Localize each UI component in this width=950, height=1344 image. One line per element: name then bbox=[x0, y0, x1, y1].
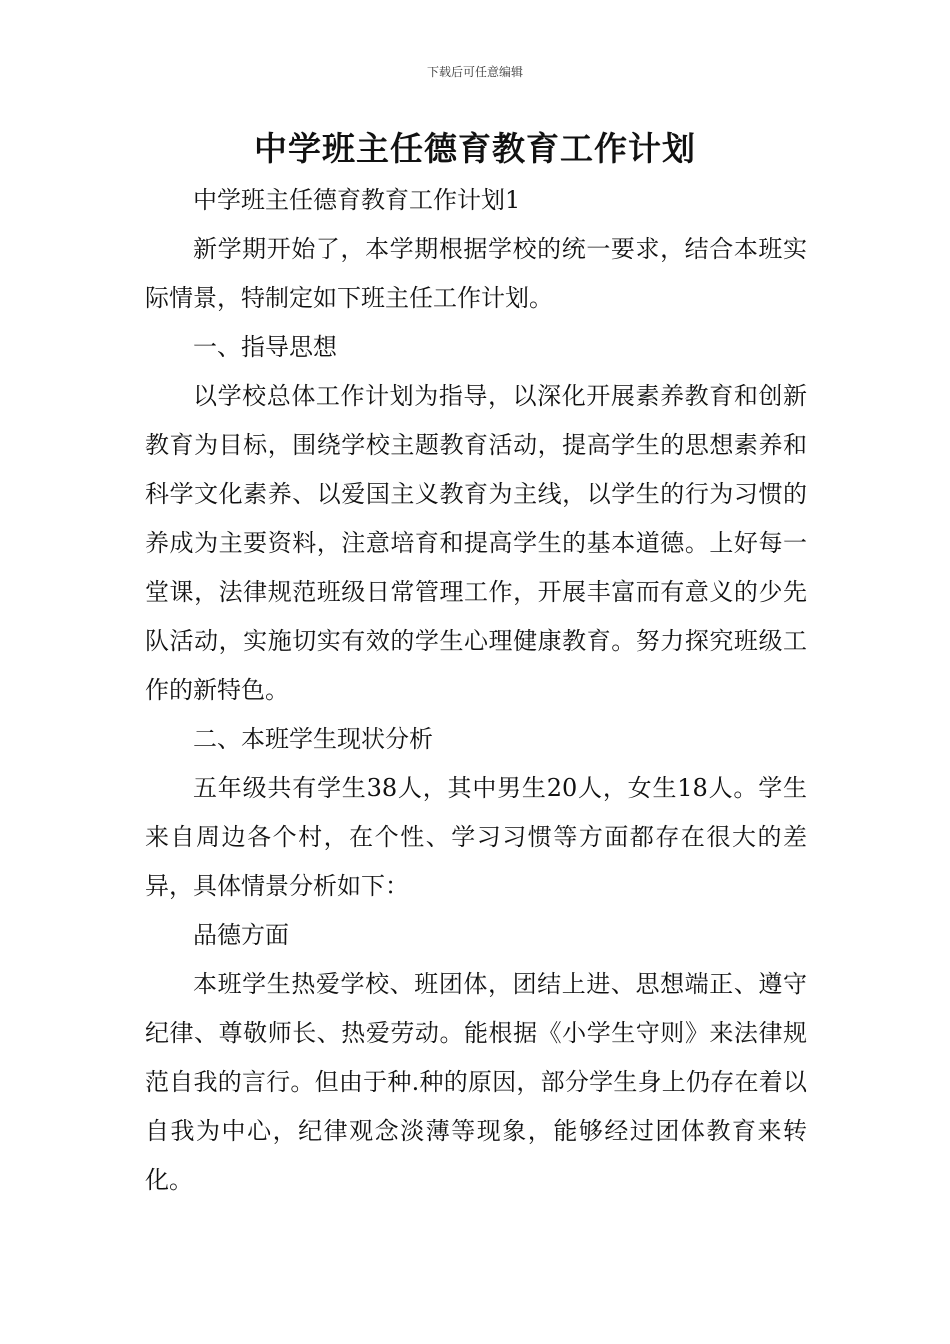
guiding-thought-paragraph: 以学校总体工作计划为指导，以深化开展素养教育和创新教育为目标，围绕学校主题教育活动，提高学生的思想素养和科学文化素养、以爱国主义教育为主线，以学生的行为习惯的养成为主要资料，注意培育和提高学生的基本道德。上好每一堂课，法律规范班级日常管理工作，开展丰富而有意义的少先队活动，实施切实有效的学生心理健康教育。努力探究班级工作的新特色。 bbox=[145, 382, 807, 704]
document-title: 中学班主任德育教育工作计划 bbox=[254, 129, 696, 168]
status-analysis-paragraph: 五年级共有学生38人，其中男生20人，女生18人。学生来自周边各个村，在个性、学习习惯等方面都存在很大的差异，具体情景分析如下： bbox=[145, 774, 807, 900]
subtitle-paragraph: 中学班主任德育教育工作计划1 bbox=[193, 186, 521, 214]
section-heading-guiding-thought: 一、指导思想 bbox=[193, 333, 337, 361]
section-heading-status-analysis: 二、本班学生现状分析 bbox=[193, 725, 433, 753]
document-body bbox=[145, 176, 807, 1205]
subheading-moral-character: 品德方面 bbox=[193, 921, 289, 949]
moral-character-paragraph: 本班学生热爱学校、班团体，团结上进、思想端正、遵守纪律、尊敬师长、热爱劳动。能根据《小学生守则》来法律规范自我的言行。但由于种.种的原因，部分学生身上仍存在着以自我为中心，纪律观念淡薄等现象，能够经过团体教育来转化。 bbox=[145, 970, 807, 1194]
intro-paragraph: 新学期开始了，本学期根据学校的统一要求，结合本班实际情景，特制定如下班主任工作计划。 bbox=[145, 235, 807, 312]
header-note: 下载后可任意编辑 bbox=[426, 65, 523, 79]
